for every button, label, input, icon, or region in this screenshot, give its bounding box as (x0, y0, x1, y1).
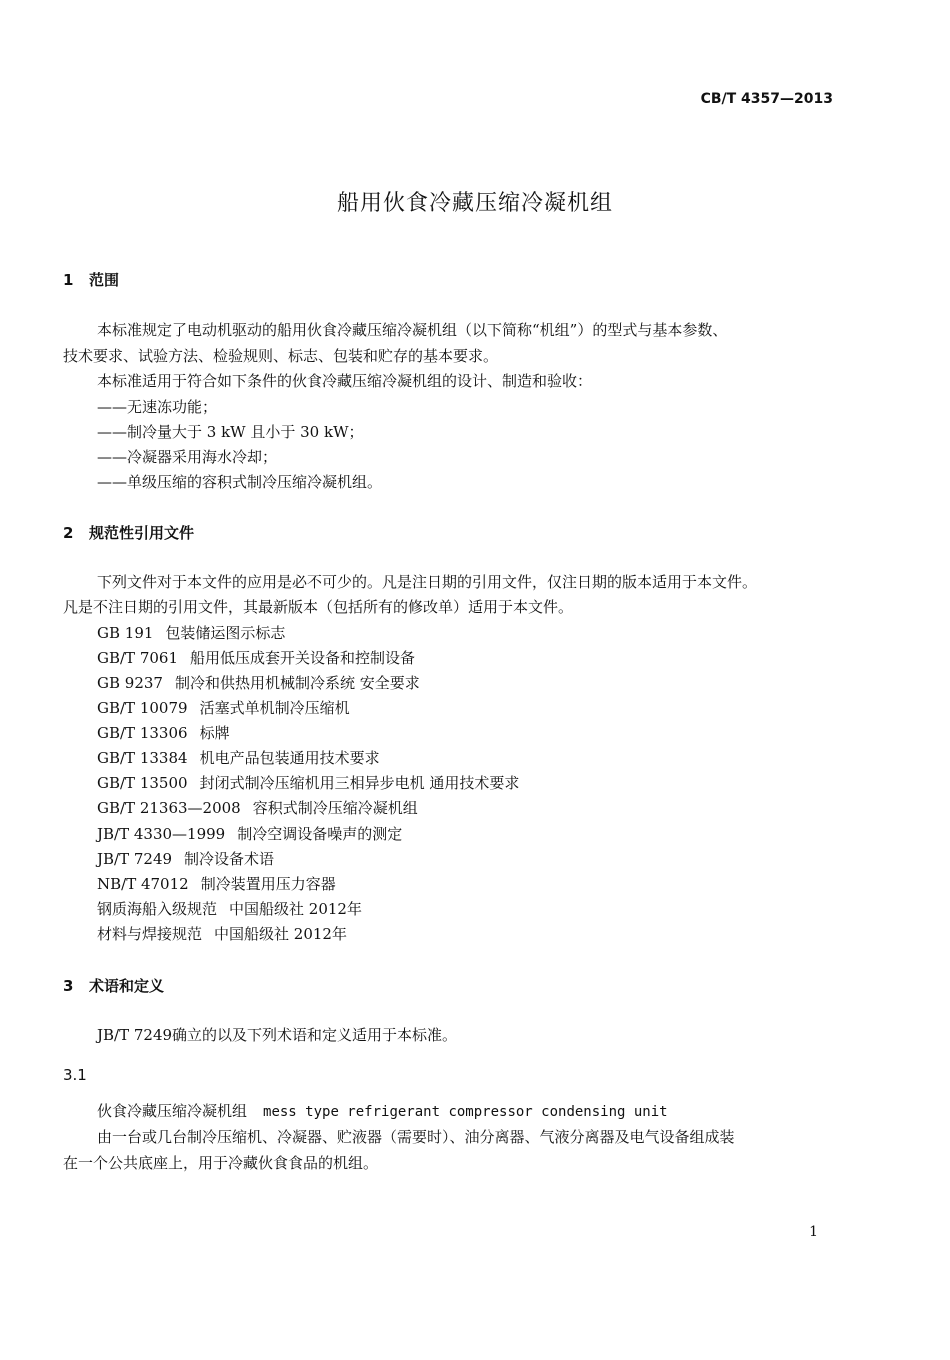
scope-paragraph-line-1: 本标准规定了电动机驱动的船用伙食冷藏压缩冷凝机组（以下简称“机组”）的型式与基本参数、 (97, 321, 728, 339)
reference-title: 制冷和供热用机械制冷系统 安全要求 (174, 674, 420, 692)
reference-code: GB 191 (97, 624, 154, 642)
reference-title: 船用低压成套开关设备和控制设备 (190, 649, 416, 667)
reference-item (97, 622, 285, 643)
reference-title: 容积式制冷压缩冷凝机组 (252, 799, 418, 817)
references-intro-line-1: 下列文件对于本文件的应用是必不可少的。凡是注日期的引用文件，仅注日期的版本适用于本文件。 (97, 573, 758, 591)
reference-code: 钢质海船入级规范 (97, 900, 218, 918)
reference-title: 包装储运图示标志 (165, 624, 286, 642)
section-3-heading (63, 975, 164, 996)
section-title: 术语和定义 (89, 977, 165, 995)
reference-title: 标牌 (199, 724, 230, 742)
reference-code: JB/T 4330—1999 (97, 825, 226, 843)
reference-code: GB/T 21363—2008 (97, 799, 241, 817)
reference-title: 封闭式制冷压缩机用三相异步电机 通用技术要求 (199, 774, 520, 792)
reference-item (97, 722, 230, 743)
term-definition-line-1: 由一台或几台制冷压缩机、冷凝器、贮液器（需要时）、油分离器、气液分离器及电气设备组成装 (97, 1128, 735, 1146)
reference-item (97, 923, 347, 944)
reference-code: 材料与焊接规范 (97, 925, 203, 943)
section-2-heading (63, 522, 194, 543)
reference-title: 活塞式单机制冷压缩机 (199, 699, 350, 717)
page-number: 1 (809, 1224, 818, 1240)
reference-item (97, 797, 418, 818)
term-entry (97, 1100, 668, 1121)
subsection-number: 3.1 (63, 1066, 87, 1084)
reference-item (97, 647, 415, 668)
standard-code: CB/T 4357—2013 (700, 91, 833, 107)
reference-code: GB/T 13500 (97, 774, 188, 792)
condition-item: ——无速冻功能； (97, 398, 218, 416)
reference-title: 中国船级社 2012年 (229, 900, 362, 918)
reference-item (97, 898, 362, 919)
reference-code: GB/T 13306 (97, 724, 188, 742)
terms-intro: JB/T 7249确立的以及下列术语和定义适用于本标准。 (97, 1026, 458, 1044)
section-1-heading (63, 269, 119, 290)
scope-paragraph-line-2: 技术要求、试验方法、检验规则、标志、包装和贮存的基本要求。 (63, 347, 499, 365)
section-title: 范围 (89, 271, 120, 289)
reference-title: 制冷空调设备噪声的测定 (237, 825, 403, 843)
document-title: 船用伙食冷藏压缩冷凝机组 (336, 191, 613, 216)
reference-title: 制冷设备术语 (184, 850, 275, 868)
reference-code: GB/T 13384 (97, 749, 188, 767)
term-chinese: 伙食冷藏压缩冷凝机组 (97, 1102, 248, 1120)
reference-item (97, 848, 274, 869)
reference-item (97, 873, 336, 894)
reference-item (97, 772, 519, 793)
section-title: 规范性引用文件 (89, 524, 195, 542)
section-number: 1 (63, 271, 74, 289)
reference-title: 中国船级社 2012年 (214, 925, 347, 943)
reference-code: NB/T 47012 (97, 875, 189, 893)
condition-item: ——冷凝器采用海水冷却； (97, 448, 278, 466)
reference-item (97, 823, 402, 844)
condition-item: ——单级压缩的容积式制冷压缩冷凝机组。 (97, 473, 383, 491)
reference-item (97, 697, 350, 718)
reference-code: GB/T 10079 (97, 699, 188, 717)
condition-item: ——制冷量大于 3 kW 且小于 30 kW； (97, 423, 364, 441)
reference-item (97, 747, 380, 768)
reference-title: 机电产品包装通用技术要求 (199, 749, 380, 767)
reference-title: 制冷装置用压力容器 (200, 875, 336, 893)
references-intro-line-2: 凡是不注日期的引用文件，其最新版本（包括所有的修改单）适用于本文件。 (63, 598, 574, 616)
reference-code: GB/T 7061 (97, 649, 179, 667)
term-definition-line-2: 在一个公共底座上，用于冷藏伙食食品的机组。 (63, 1154, 379, 1172)
section-number: 3 (63, 977, 74, 995)
scope-applicability: 本标准适用于符合如下条件的伙食冷藏压缩冷凝机组的设计、制造和验收： (97, 372, 593, 390)
reference-item (97, 672, 420, 693)
term-english: mess type refrigerant compressor condensing unit (263, 1104, 668, 1120)
reference-code: GB 9237 (97, 674, 163, 692)
reference-code: JB/T 7249 (97, 850, 173, 868)
section-number: 2 (63, 524, 74, 542)
